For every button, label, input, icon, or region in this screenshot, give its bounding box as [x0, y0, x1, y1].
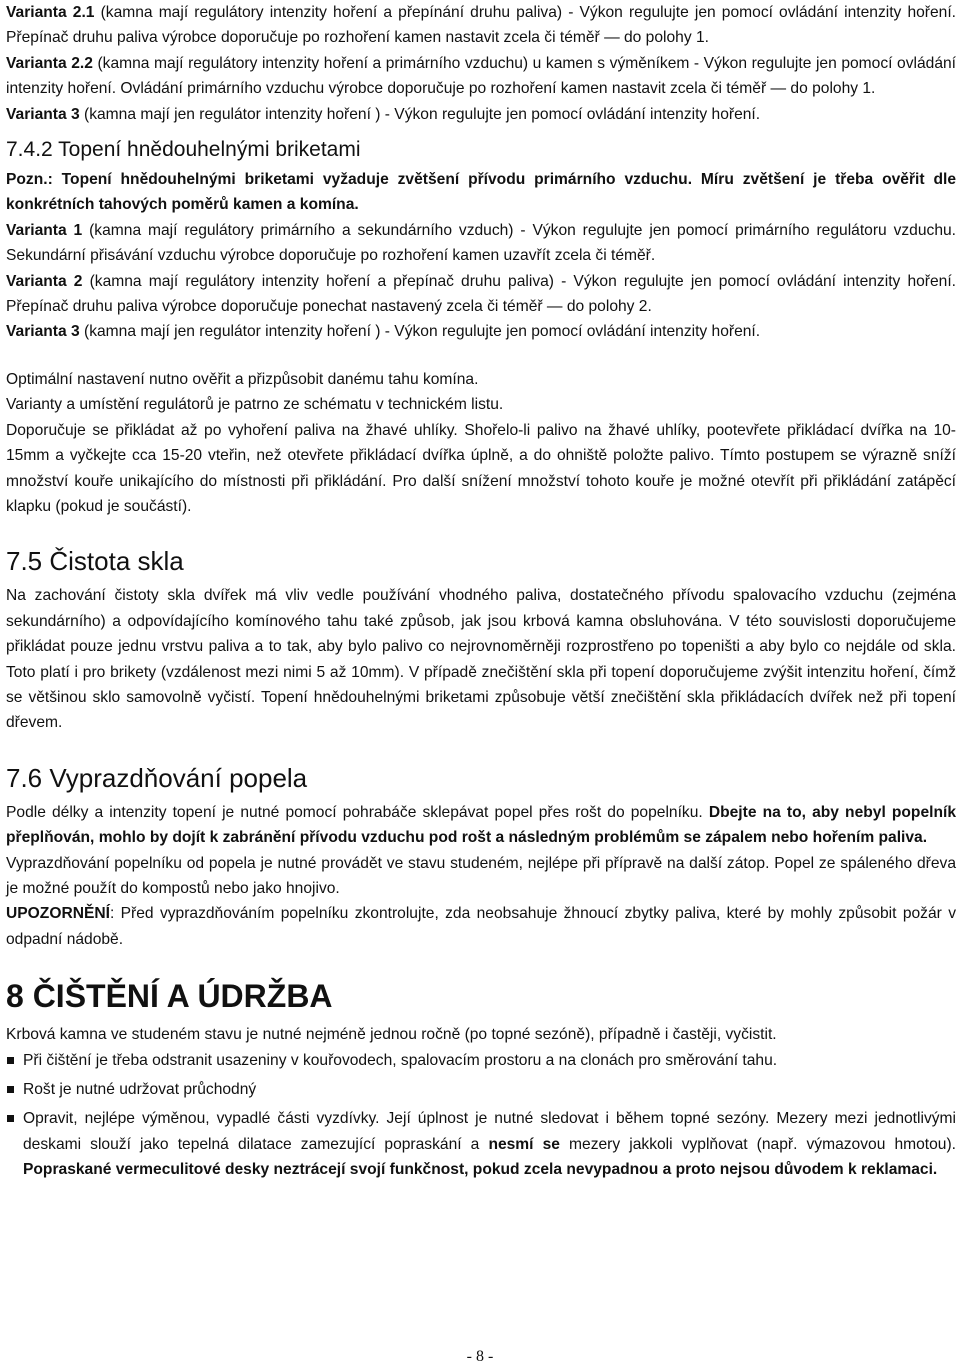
- section-7-5-heading: 7.5 Čistota skla: [6, 546, 184, 577]
- variant-1-paragraph: [6, 218, 956, 269]
- maintenance-list: [6, 1048, 956, 1183]
- note-label: Pozn.: [6, 171, 48, 189]
- variant-text: (kamna mají jen regulátor intenzity hoření ) - Výkon regulujte jen pomocí ovládání intenzity hoření.: [79, 323, 761, 341]
- list-item-text: Rošt je nutné udržovat průchodný: [23, 1081, 257, 1098]
- warning-label: UPOZORNĚNÍ: [6, 905, 110, 923]
- variant-text: (kamna mají regulátory primárního a sekundárního vzduch) - Výkon regulujte jen pomocí primárního regulátoru vzduchu. Sekundární přisávání vzduchu výrobce doporučuje po rozhoření kamen uzavřít zcela či téměř.: [6, 221, 956, 265]
- note-text: : Topení hnědouhelnými briketami vyžaduje zvětšení přívodu primárního vzduchu. Míru zvětšení je třeba ověřit dle konkrétních tahových poměrů kamen a komína.: [6, 171, 956, 214]
- ash-paragraph-3: [6, 901, 956, 952]
- loading-fuel-paragraph: Doporučuje se přikládat až po vyhoření paliva na žhavé uhlíky. Shořelo-li palivo na žhavé uhlíky, pootevřete přikládací dvířka na 10-15mm a vyčkejte cca 15-20 vteřin, než otevřete přikládací dvířka úplně, a do ohniště položte palivo. Tímto postupem se výrazně sníží množství kouře unikajícího do místnosti při přikládání. Pro další snížení množství tohoto kouře je možné otevřít při přikládání zatápěcí klapku (pokud je součástí).: [6, 421, 956, 515]
- variant-label: Varianta 2: [6, 272, 83, 290]
- variant-text: (kamna mají regulátory intenzity hoření a přepínání druhu paliva) - Výkon regulujte jen pomocí ovládání intenzity hoření. Přepínač druhu paliva výrobce doporučuje po rozhoření kamen nastavit zcela či téměř — do polohy 1.: [6, 4, 956, 47]
- section-7-6-heading: 7.6 Vyprazdňování popela: [6, 762, 308, 793]
- ash-warning: Dbejte na to, aby nebyl popelník přeplňován, mohlo by dojít k zabránění přívodu vzduchu pod rošt a následným problémům se zápalem nebo hořením paliva.: [6, 803, 956, 847]
- variant-label: Varianta 1: [6, 221, 83, 239]
- glass-cleanliness-paragraph: Na zachování čistoty skla dvířek má vliv vedle používání vhodného paliva, dostatečného přívodu spalovacího vzduchu (zejména sekundárního) a odpovídajícího komínového tahu také způsob, jak jsou krbová kamna obsluhována. V této souvislosti doporučujeme přikládat pouze jednu vrstvu paliva a to tak, aby bylo palivo co nejrovnoměrněji rozprostřeno po topeništi a aby bylo co nejdále od skla. Toto platí i pro brikety (vzdálenost mezi nimi 5 až 10mm). V případě znečištění skla při topení doporučujeme zvýšit intenzitu hoření, čímž se většinou sklo samovolně vyčistí. Topení hnědouhelnými briketami způsobuje větší znečištění skla přikládacích dvířek než při topení dřevem.: [6, 587, 956, 732]
- variant-text: (kamna mají jen regulátor intenzity hoření ) - Výkon regulujte jen pomocí ovládání intenzity hoření.: [79, 105, 761, 123]
- variant-text: (kamna mají regulátory intenzity hoření a primárního vzduchu) u kamen s výměníkem - Výkon regulujte jen pomocí ovládání intenzity hoření. Ovládání primárního vzduchu výrobce doporučuje po rozhoření kamen nastavit zcela či téměř — do polohy 1.: [6, 54, 956, 98]
- list-item-emphasis: Popraskané vermeculitové desky neztrácejí svojí funkčnost, pokud zcela nevypadnou a proto nejsou důvodem k reklamaci.: [23, 1161, 938, 1179]
- ash-text: Podle délky a intenzity topení je nutné pomocí pohrabáče sklepávat popel přes rošt do popelníku.: [6, 803, 709, 821]
- chapter-8-heading: 8 ČIŠTĚNÍ A ÚDRŽBA: [6, 978, 333, 1015]
- variant-label: Varianta 2.1: [6, 4, 95, 21]
- list-item: [6, 1048, 956, 1073]
- square-bullet-icon: [7, 1057, 14, 1064]
- list-item: [6, 1077, 956, 1102]
- variants-location-paragraph: Varianty a umístění regulátorů je patrno ze schématu v technickém listu.: [6, 396, 504, 414]
- page-number: - 8 -: [466, 1348, 494, 1365]
- variant-3-paragraph: [6, 102, 956, 127]
- variant-text: (kamna mají regulátory intenzity hoření a přepínač druhu paliva) - Výkon regulujte jen pomocí ovládání intenzity hoření. Přepínač druhu paliva výrobce doporučuje ponechat nastavený zcela či téměř — do polohy 2.: [6, 272, 956, 316]
- note-paragraph: [6, 167, 956, 218]
- square-bullet-icon: [7, 1086, 14, 1093]
- variant-2-2-paragraph: [6, 51, 956, 102]
- list-item-text: Opravit, nejlépe výměnou, vypadlé části vyzdívky. Její úplnost je nutné sledovat i během topné sezóny. Mezery mezi jednotlivými deskami slouží jako tepelná dilatace zamezující popraskání a: [23, 1110, 956, 1153]
- warning-text: : Před vyprazdňováním popelníku zkontrolujte, zda neobsahuje žhnoucí zbytky paliva, které by mohly způsobit požár v odpadní nádobě.: [6, 905, 956, 948]
- ash-paragraph-1: [6, 800, 956, 851]
- document-page: [6, 0, 956, 1187]
- square-bullet-icon: [7, 1115, 14, 1122]
- cleaning-intro-paragraph: Krbová kamna ve studeném stavu je nutné nejméně jednou ročně (po topné sezóně), případně i častěji, vyčistit.: [6, 1026, 777, 1044]
- ash-paragraph-2: Vyprazdňování popelníku od popela je nutné provádět ve stavu studeném, nejlépe při přípravě na další zátop. Popel ze spáleného dřeva je možné použít do kompostů nebo jako hnojivo.: [6, 854, 956, 897]
- variant-label: Varianta 3: [6, 105, 80, 123]
- list-item-text: mezery jakkoli vyplňovat (např. výmazovou hmotou).: [559, 1135, 957, 1153]
- list-item-text: Při čištění je třeba odstranit usazeniny v kouřovodech, spalovacím prostoru a na clonách pro směrování tahu.: [23, 1051, 778, 1069]
- list-item: [6, 1106, 956, 1182]
- variant-3b-paragraph: [6, 319, 956, 344]
- variant-2-paragraph: [6, 269, 956, 320]
- variant-2-1-paragraph: [6, 0, 956, 51]
- list-item-emphasis: nesmí se: [488, 1135, 560, 1153]
- variant-label: Varianta 3: [6, 323, 80, 341]
- optimal-setting-paragraph: Optimální nastavení nutno ověřit a přizpůsobit danému tahu komína.: [6, 370, 479, 388]
- section-7-4-2-heading: 7.4.2 Topení hnědouhelnými briketami: [6, 138, 361, 162]
- variant-label: Varianta 2.2: [6, 54, 93, 72]
